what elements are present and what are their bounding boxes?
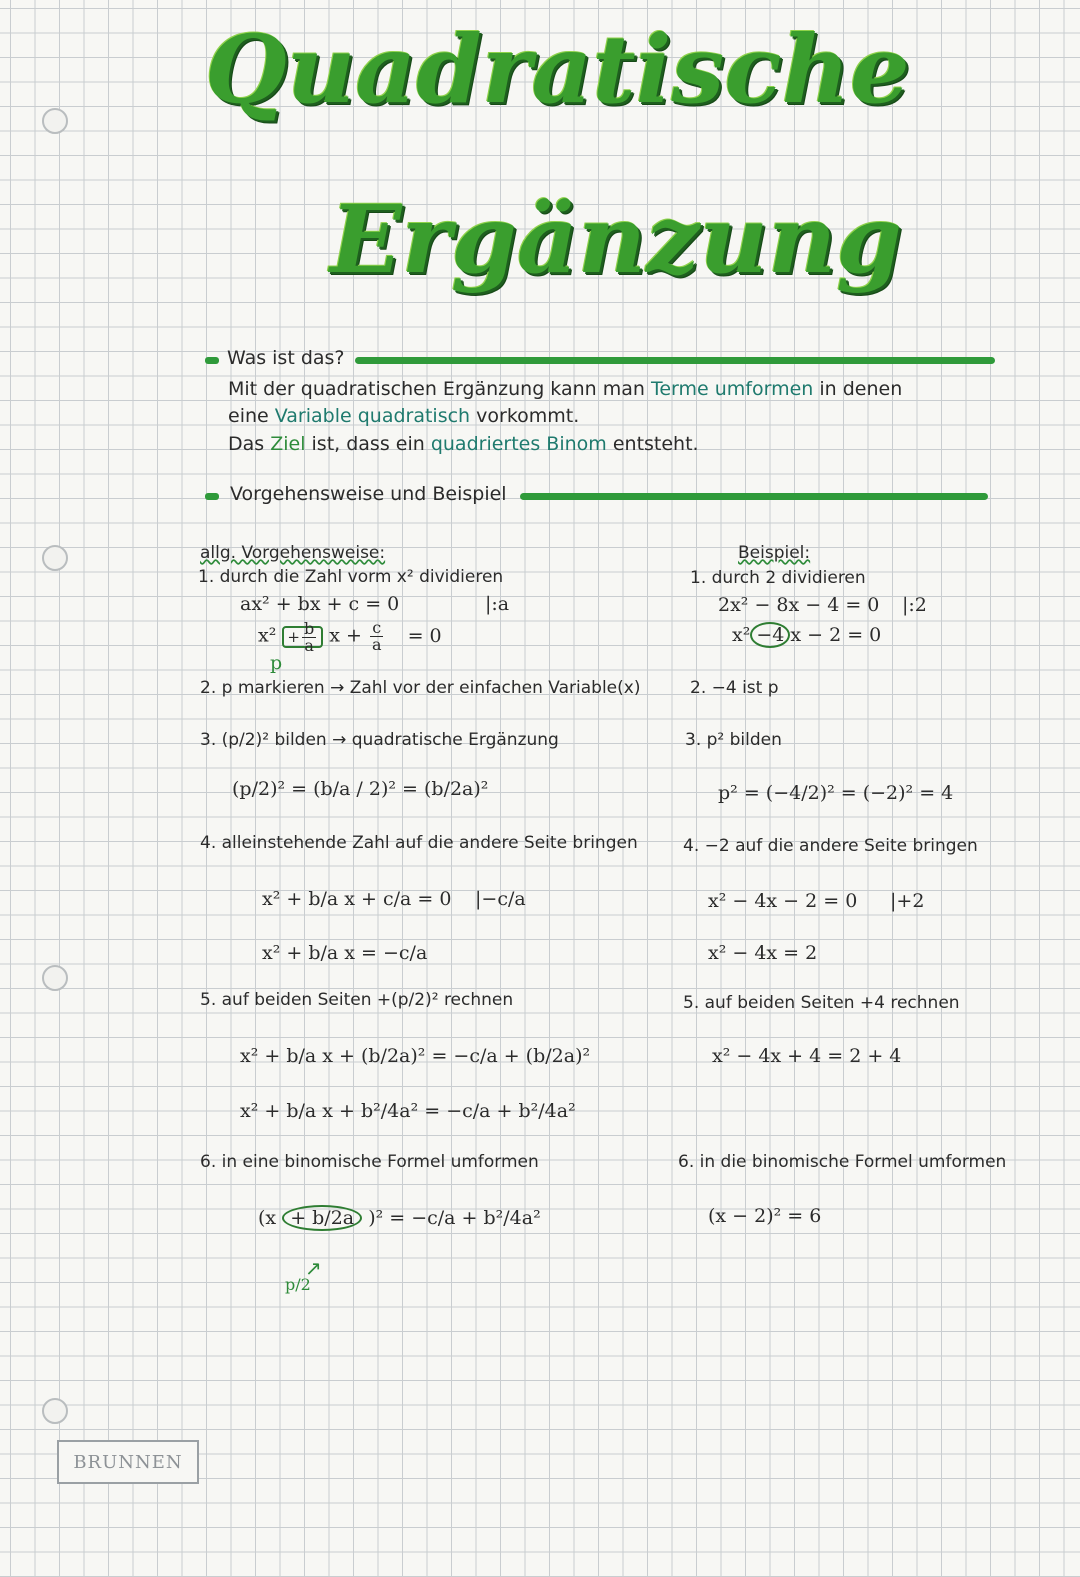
heading-bullet xyxy=(205,493,219,500)
intro-line-1 xyxy=(228,378,902,400)
x-squared: x² xyxy=(732,624,751,646)
example-step1-label: 1. durch 2 dividieren xyxy=(690,568,866,588)
x-term: x + xyxy=(329,624,362,647)
binder-hole xyxy=(42,965,68,991)
example-step4-equation2: x² − 4x = 2 xyxy=(708,942,818,964)
highlight-binom: quadriertes Binom xyxy=(430,433,607,455)
intro-line-2 xyxy=(228,405,579,427)
heading-bullet xyxy=(205,357,219,364)
intro-text: Das xyxy=(228,433,271,455)
fraction-c-over-a xyxy=(370,620,384,653)
step1-label: 1. durch die Zahl vorm x² dividieren xyxy=(198,567,504,587)
example-step5-label: 5. auf beiden Seiten +4 rechnen xyxy=(683,993,960,1013)
step4-label: 4. alleinstehende Zahl auf die andere Seite bringen xyxy=(200,833,638,853)
binder-hole xyxy=(42,545,68,571)
step6-label: 6. in eine binomische Formel umformen xyxy=(200,1152,539,1172)
numerator: c xyxy=(372,618,382,637)
denominator: a xyxy=(304,636,314,655)
step5-equation1: x² + b/a x + (b/2a)² = −c/a + (b/2a)² xyxy=(240,1045,591,1067)
page-title-line1: Quadratische xyxy=(205,15,910,125)
brand-logo: BRUNNEN xyxy=(57,1440,199,1484)
example-step6-label: 6. in die binomische Formel umformen xyxy=(678,1152,1007,1172)
example-step3-label: 3. p² bilden xyxy=(685,730,782,750)
fraction-b-over-a xyxy=(302,621,316,654)
example-heading: Beispiel: xyxy=(738,543,811,563)
step4-equation1: x² + b/a x + c/a = 0 xyxy=(262,888,452,910)
intro-text: entsteht. xyxy=(606,433,699,455)
highlight-terms: Terme umformen xyxy=(650,378,814,400)
example-step1-operation: |:2 xyxy=(902,594,927,616)
p-half-annotation: p/2 xyxy=(285,1275,311,1294)
step4-equation2: x² + b/a x = −c/a xyxy=(262,942,428,964)
p-circle xyxy=(282,619,323,655)
step3-equation: (p/2)² = (b/a / 2)² = (b/2a)² xyxy=(232,778,489,800)
arrow-icon: ↗ xyxy=(305,1256,322,1280)
section-heading-what: Was ist das? xyxy=(227,347,345,369)
step1-equation1: ax² + bx + c = 0 xyxy=(240,593,400,615)
equals-zero: = 0 xyxy=(407,624,442,647)
example-step6-equation: (x − 2)² = 6 xyxy=(708,1205,822,1227)
numerator: b xyxy=(303,619,315,638)
plus-sign: + xyxy=(287,627,300,646)
step6-equation xyxy=(258,1205,541,1231)
step1-operation: |:a xyxy=(485,593,510,615)
p-marker: p xyxy=(270,652,283,674)
heading-bar xyxy=(520,493,988,500)
example-step1-equation2 xyxy=(732,622,881,648)
step4-operation: |−c/a xyxy=(475,888,526,910)
p-value-circle: −4 xyxy=(750,622,790,648)
example-step4-equation1: x² − 4x − 2 = 0 xyxy=(708,890,858,912)
x-squared: x² xyxy=(258,624,277,647)
step5-equation2: x² + b/a x + b²/4a² = −c/a + b²/4a² xyxy=(240,1100,576,1122)
intro-text: vorkommt. xyxy=(470,405,580,427)
highlight-ziel: Ziel xyxy=(270,433,306,455)
intro-text: ist, dass ein xyxy=(305,433,431,455)
example-step4-operation: |+2 xyxy=(890,890,925,912)
intro-line-3 xyxy=(228,433,699,455)
section-heading-procedure: Vorgehensweise und Beispiel xyxy=(230,483,507,505)
intro-text: Mit der quadratischen Ergänzung kann man xyxy=(228,378,651,400)
intro-text: eine xyxy=(228,405,275,427)
x-term: x − 2 = 0 xyxy=(790,624,882,646)
step2-label: 2. p markieren → Zahl vor der einfachen Variable(x) xyxy=(200,678,641,698)
intro-text: in denen xyxy=(813,378,903,400)
example-step4-label: 4. −2 auf die andere Seite bringen xyxy=(683,836,978,856)
general-procedure-heading: allg. Vorgehensweise: xyxy=(200,543,386,563)
binder-hole xyxy=(42,1398,68,1424)
step5-label: 5. auf beiden Seiten +(p/2)² rechnen xyxy=(200,990,514,1010)
binder-hole xyxy=(42,108,68,134)
example-step2-label: 2. −4 ist p xyxy=(690,678,779,698)
binomial-rest: )² = −c/a + b²/4a² xyxy=(368,1207,541,1229)
binomial-open: (x xyxy=(258,1207,277,1229)
p-half-circle: + b/2a xyxy=(282,1205,362,1231)
page-title-line2: Ergänzung xyxy=(330,185,902,295)
highlight-variable: Variable quadratisch xyxy=(274,405,471,427)
example-step3-equation: p² = (−4/2)² = (−2)² = 4 xyxy=(718,782,954,804)
step1-equation2 xyxy=(258,620,442,654)
denominator: a xyxy=(372,635,382,654)
heading-bar xyxy=(355,357,995,364)
example-step1-equation1: 2x² − 8x − 4 = 0 xyxy=(718,594,880,616)
example-step5-equation: x² − 4x + 4 = 2 + 4 xyxy=(712,1045,902,1067)
step3-label: 3. (p/2)² bilden → quadratische Ergänzung xyxy=(200,730,559,750)
